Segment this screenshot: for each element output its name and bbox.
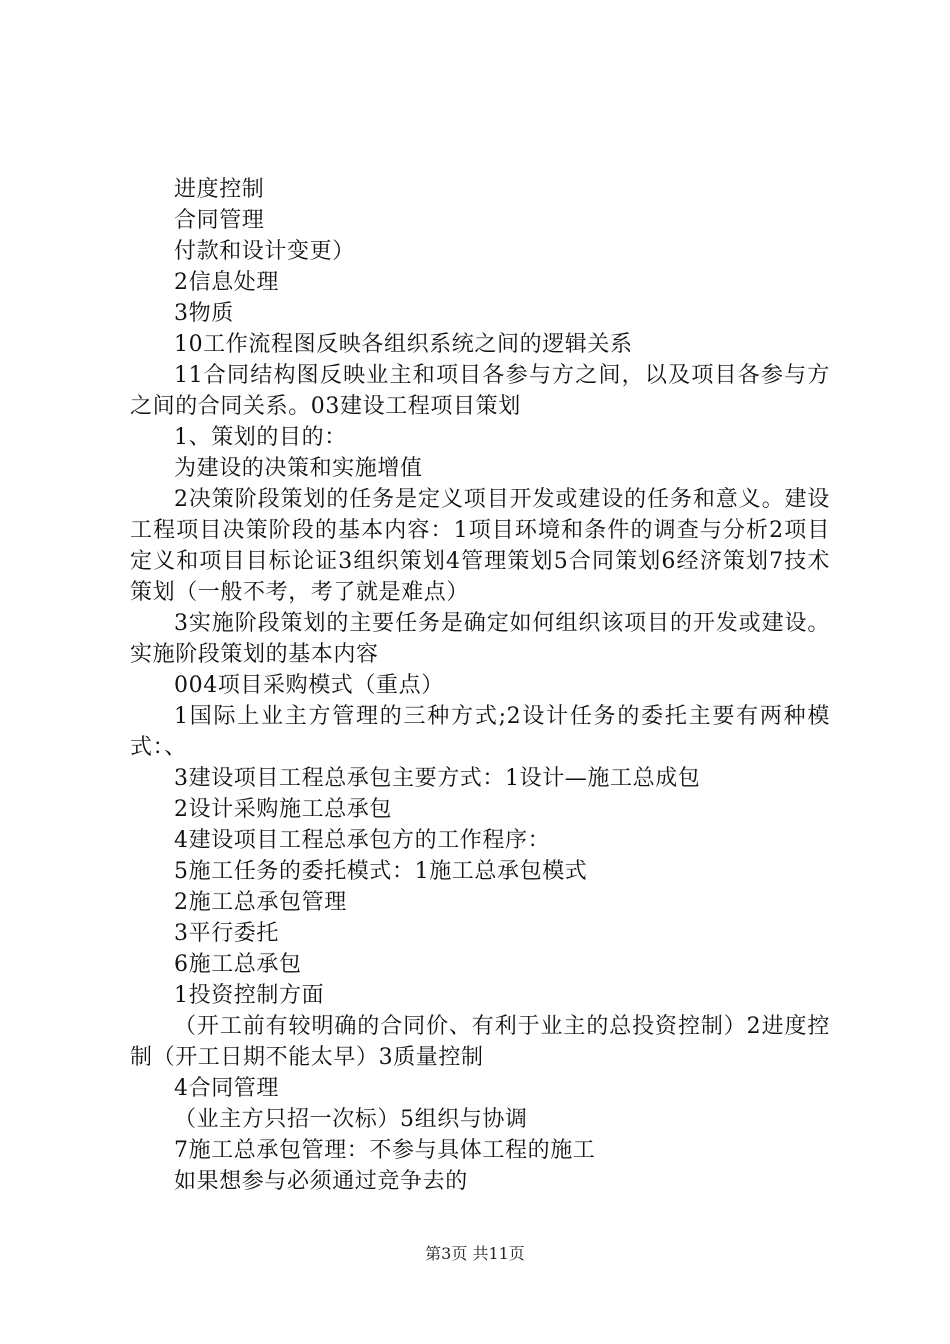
paragraph: 2信息处理: [174, 270, 279, 295]
document-body: [130, 174, 830, 1197]
paragraph: 004项目采购模式（重点）: [174, 673, 444, 698]
paragraph: 10工作流程图反映各组织系统之间的逻辑关系: [174, 332, 633, 357]
paragraph: 4建设项目工程总承包方的工作程序：: [174, 828, 551, 853]
paragraph: 2设计采购施工总承包: [174, 797, 392, 822]
paragraph: 2决策阶段策划的任务是定义项目开发或建设的任务和意义。建设工程项目决策阶段的基本内容：1项目环境和条件的调查与分析2项目定义和项目目标论证3组织策划4管理策划5合同策划6经济策划7技术策划（一般不考，考了就是难点）: [130, 487, 830, 605]
paragraph: 6施工总承包: [174, 952, 302, 977]
paragraph: 1投资控制方面: [174, 983, 325, 1008]
paragraph: （业主方只招一次标）5组织与协调: [174, 1107, 528, 1132]
paragraph: 如果想参与必须通过竞争去的: [174, 1169, 468, 1194]
paragraph: 付款和设计变更）: [174, 239, 355, 264]
paragraph: 3平行委托: [174, 921, 279, 946]
paragraph: 3建设项目工程总承包主要方式：1设计—施工总成包: [174, 766, 701, 791]
paragraph: 合同管理: [174, 208, 265, 233]
paragraph: 4合同管理: [174, 1076, 279, 1101]
page-footer: 第3页 共11页: [425, 1244, 525, 1263]
paragraph: 11合同结构图反映业主和项目各参与方之间，以及项目各参与方之间的合同关系。03建设工程项目策划: [130, 363, 830, 419]
paragraph: 7施工总承包管理：不参与具体工程的施工: [174, 1138, 596, 1163]
paragraph: 2施工总承包管理: [174, 890, 347, 915]
paragraph: 进度控制: [174, 177, 265, 202]
paragraph: （开工前有较明确的合同价、有利于业主的总投资控制）2进度控制（开工日期不能太早）3质量控制: [130, 1014, 830, 1070]
paragraph: 为建设的决策和实施增值: [174, 456, 423, 481]
paragraph: 1国际上业主方管理的三种方式;2设计任务的委托主要有两种模式：、: [130, 704, 830, 760]
paragraph: 1、策划的目的：: [174, 425, 347, 450]
paragraph: 3物质: [174, 301, 234, 326]
paragraph: 3实施阶段策划的主要任务是确定如何组织该项目的开发或建设。实施阶段策划的基本内容: [130, 611, 830, 667]
paragraph: 5施工任务的委托模式：1施工总承包模式: [174, 859, 588, 884]
